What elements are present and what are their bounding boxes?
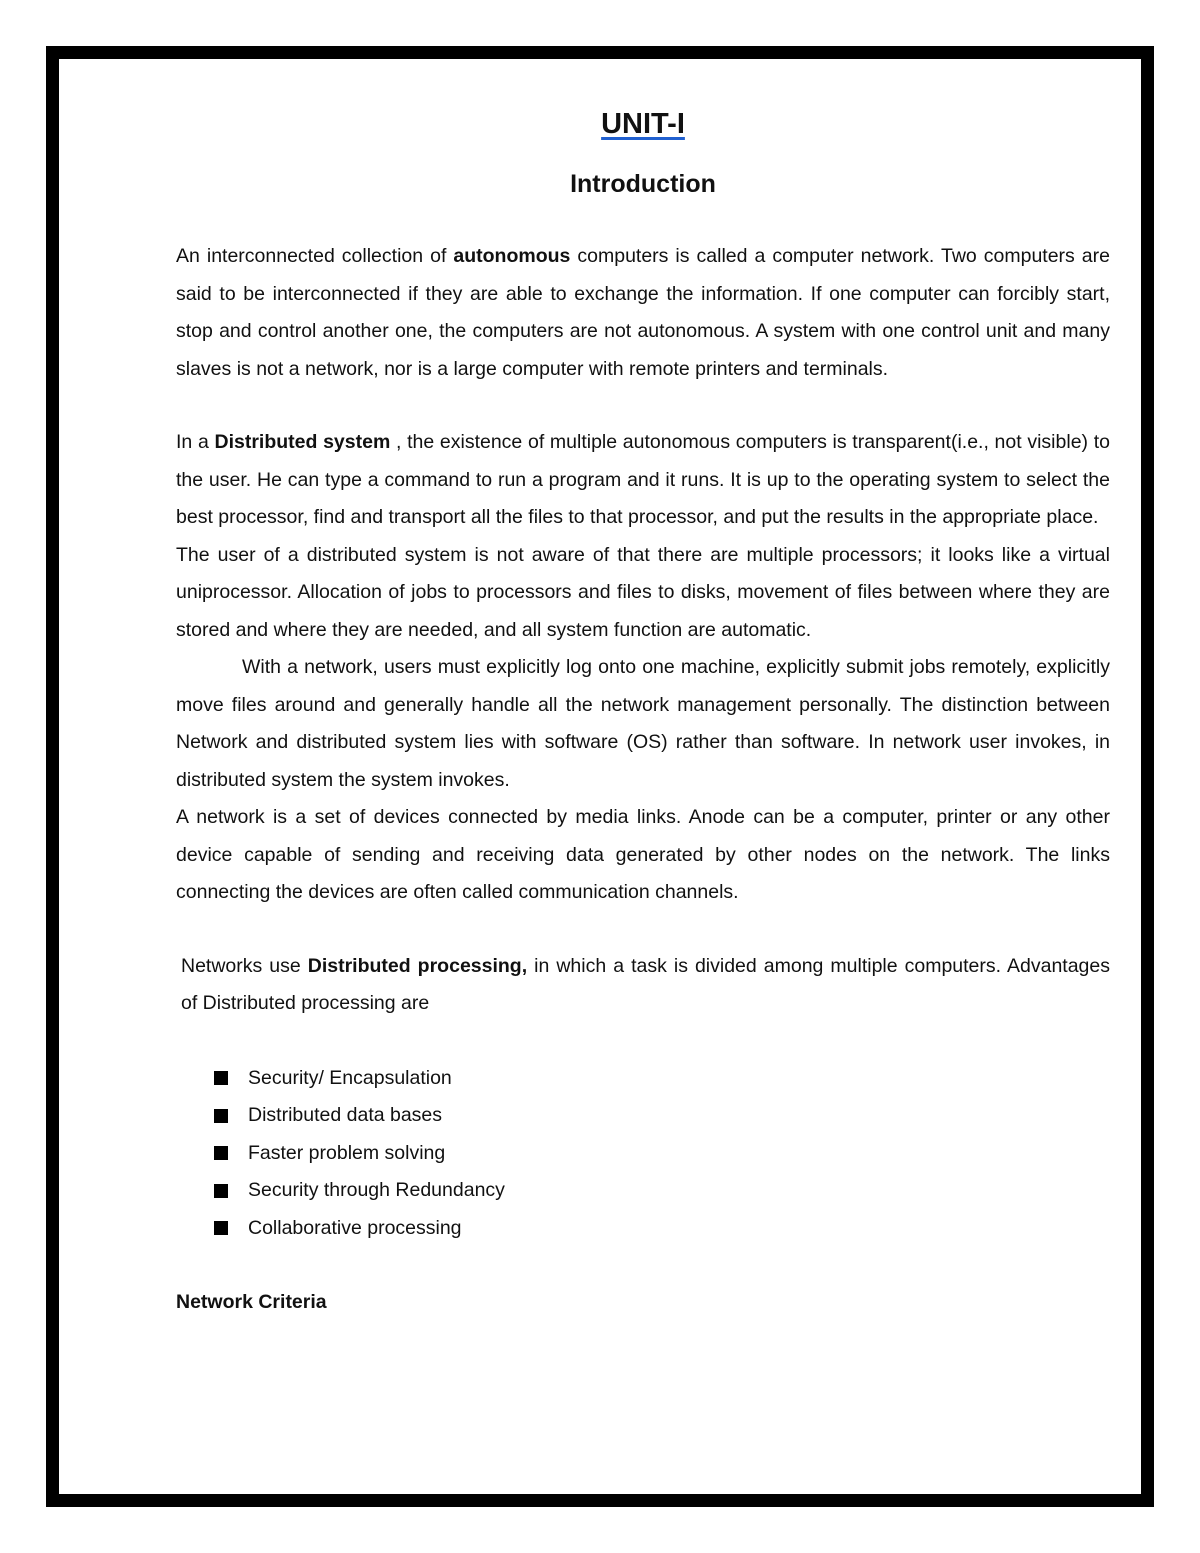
- paragraph-network-vs-distributed: With a network, users must explicitly log onto one machine, explicitly submit jobs remotely, explicitly move files around and generally handle all the network management personally. The distinction between Network and distributed system lies with software (OS) rather than software. In network user invokes, in distributed system the system invokes.: [176, 656, 1110, 791]
- network-criteria-heading: Network Criteria: [176, 1291, 327, 1313]
- square-bullet-icon: [214, 1071, 228, 1085]
- paragraph-distributed-system: [176, 424, 1110, 537]
- list-item: [214, 1172, 1110, 1210]
- list-item-text: Collaborative processing: [248, 1216, 462, 1239]
- list-item: [214, 1135, 1110, 1173]
- paragraph-distributed-processing: [176, 948, 1110, 1023]
- paragraph-user-awareness: The user of a distributed system is not aware of that there are multiple processors; it looks like a virtual uniprocessor. Allocation of jobs to processors and files to disks, movement of files between where they are stored and where they are needed, and all system function are automatic.: [176, 543, 1110, 641]
- square-bullet-icon: [214, 1109, 228, 1123]
- section-title: Introduction: [570, 170, 716, 198]
- list-item: [214, 1060, 1110, 1098]
- paragraph-network-definition: [176, 238, 1110, 388]
- document-body: [176, 100, 1110, 1322]
- advantages-list: [176, 1060, 1110, 1248]
- list-item-text: Distributed data bases: [248, 1104, 443, 1126]
- list-item-text: Security/ Encapsulation: [248, 1066, 452, 1089]
- paragraph-text: , the existence of multiple autonomous computers is transparent(i.e., not visible) to the user. He can type a command to run a program and it runs. It is up to the operating system to select the best processor, find and transport all the files to that processor, and put the results in the appropriate place.: [176, 431, 1110, 528]
- paragraph-text: in which a task is divided among multiple computers. Advantages of Distributed processing are: [181, 954, 1110, 1014]
- list-item: [214, 1097, 1110, 1135]
- paragraph-text: computers is called a computer network. Two computers are said to be interconnected if they are able to exchange the information. If one computer can forcibly start, stop and control another one, the computers are not autonomous. A system with one control unit and many slaves is not a network, nor is a large computer with remote printers and terminals.: [176, 245, 1110, 380]
- paragraph-text: In a: [176, 431, 215, 453]
- paragraph-text: Networks use: [181, 954, 308, 977]
- bold-term: Distributed system: [214, 431, 391, 453]
- square-bullet-icon: [214, 1146, 228, 1160]
- unit-title: UNIT-I: [601, 108, 685, 140]
- list-item: [214, 1210, 1110, 1248]
- square-bullet-icon: [214, 1184, 228, 1198]
- square-bullet-icon: [214, 1221, 228, 1235]
- bold-term: Distributed processing,: [307, 954, 528, 977]
- list-item-text: Security through Redundancy: [248, 1179, 505, 1201]
- paragraph-network-devices: A network is a set of devices connected by media links. Anode can be a computer, printer or any other device capable of sending and receiving data generated by other nodes on the network. The links connecting the devices are often called communication channels.: [176, 806, 1110, 903]
- bold-term: autonomous: [453, 245, 571, 267]
- list-item-text: Faster problem solving: [248, 1141, 446, 1164]
- paragraph-text: An interconnected collection of: [176, 245, 454, 267]
